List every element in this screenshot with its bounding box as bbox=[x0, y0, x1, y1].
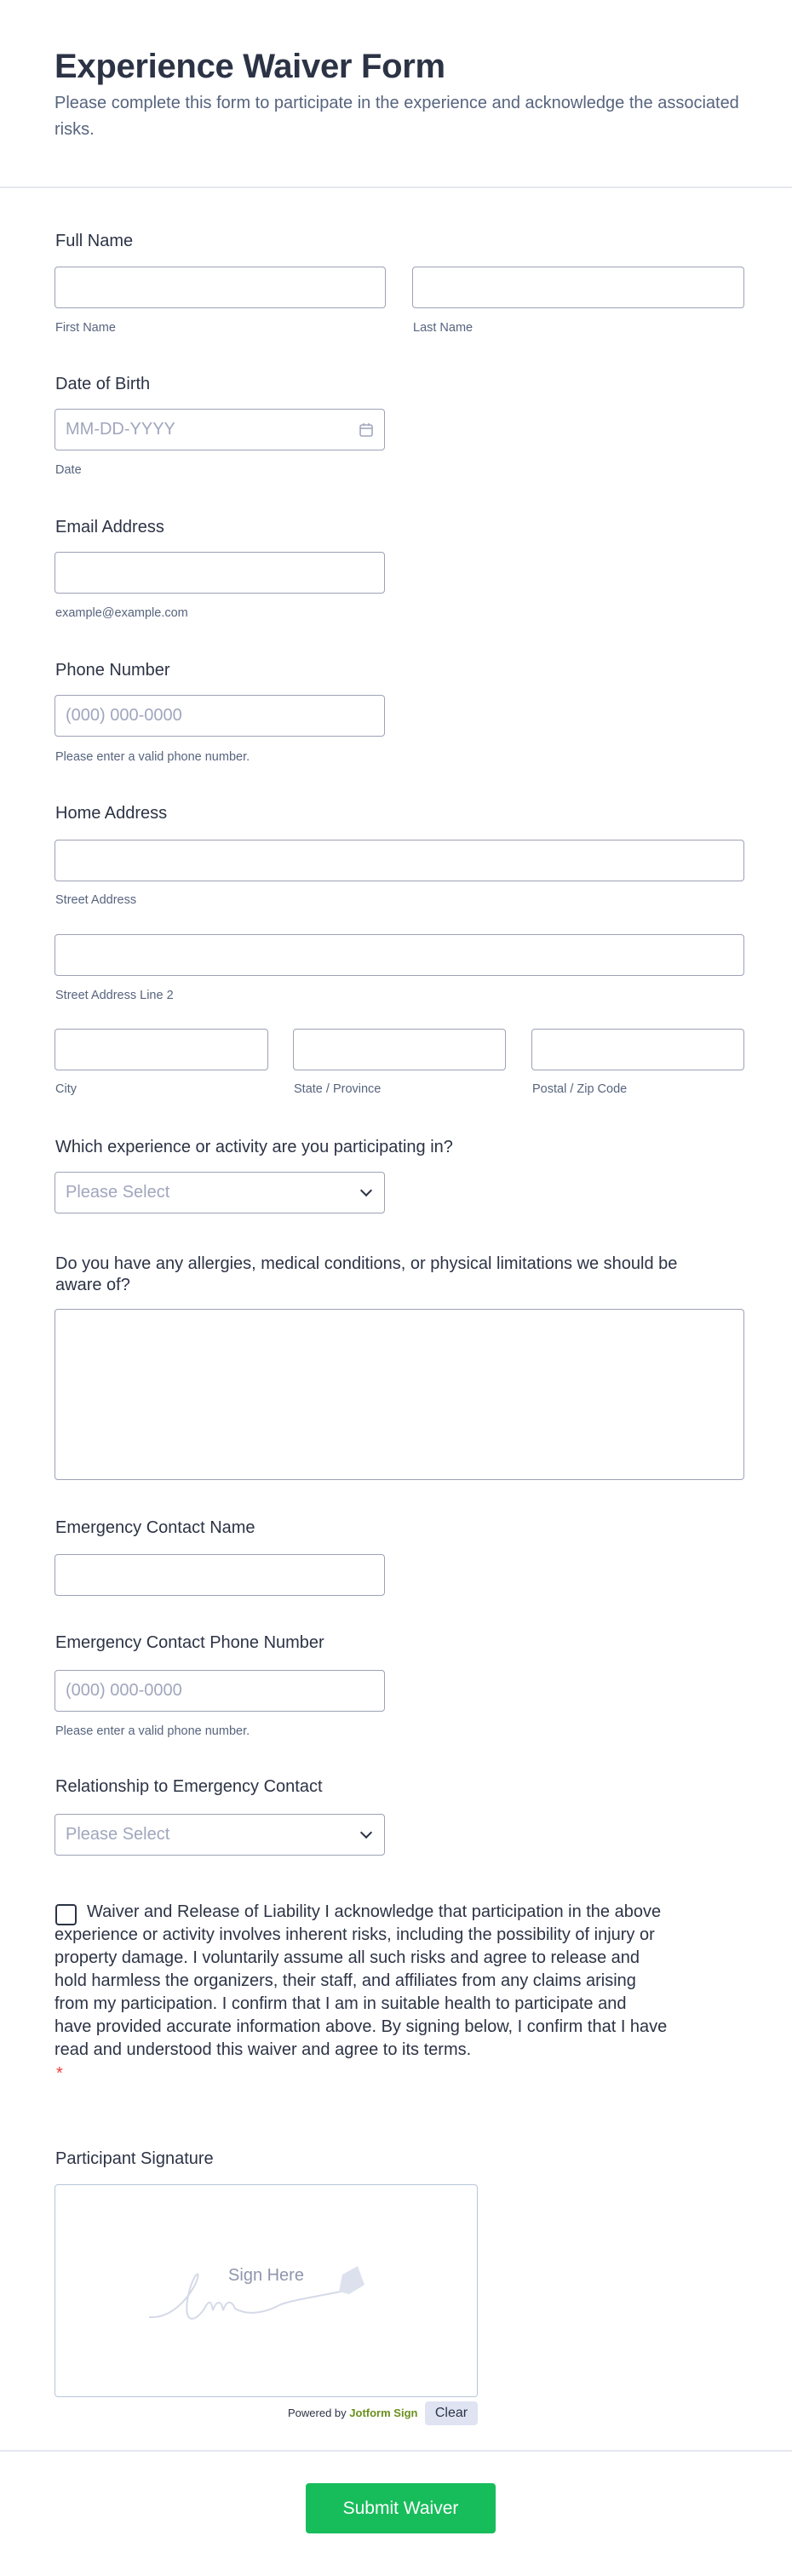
address-label: Home Address bbox=[55, 804, 168, 823]
waiver-text: Waiver and Release of Liability I acknowledge that participation in the above experience or activity involves inherent risks, including the possibility of injury or property damage. I voluntarily assume all such risks and agree to release and hold harmless the organizers, their staff, and affiliates from any claims arising from my participation. I confirm that I am in suitable health to participate and have provided accurate information above. By signing below, I confirm that I have read and understood this waiver and agree to its terms. bbox=[55, 1902, 668, 2059]
signature-pad[interactable] bbox=[55, 2184, 478, 2397]
phone-placeholder: (000) 000-0000 bbox=[66, 706, 182, 725]
phone-input[interactable] bbox=[55, 695, 385, 737]
relationship-value: Please Select bbox=[66, 1825, 170, 1844]
experience-select[interactable] bbox=[55, 1172, 385, 1213]
phone-label: Phone Number bbox=[55, 661, 170, 680]
calendar-icon[interactable] bbox=[359, 422, 374, 438]
first-name-input[interactable] bbox=[55, 267, 386, 308]
street-address-input[interactable] bbox=[55, 840, 744, 881]
allergies-textarea[interactable] bbox=[55, 1309, 744, 1480]
page-title: Experience Waiver Form bbox=[55, 48, 445, 85]
chevron-down-icon bbox=[360, 1184, 372, 1196]
ec-name-label: Emergency Contact Name bbox=[55, 1518, 255, 1537]
full-name-label: Full Name bbox=[55, 232, 134, 250]
phone-sublabel: Please enter a valid phone number. bbox=[55, 750, 250, 764]
street-address-2-sublabel: Street Address Line 2 bbox=[55, 989, 174, 1002]
ec-phone-label: Emergency Contact Phone Number bbox=[55, 1633, 324, 1652]
state-sublabel: State / Province bbox=[294, 1082, 382, 1096]
first-name-sublabel: First Name bbox=[55, 321, 116, 335]
footer-divider bbox=[0, 2450, 792, 2452]
powered-by-text bbox=[288, 2407, 417, 2419]
ec-phone-sublabel: Please enter a valid phone number. bbox=[55, 1724, 250, 1738]
relationship-select[interactable] bbox=[55, 1814, 385, 1856]
page-subtitle: Please complete this form to participate in the experience and acknowledge the associated risks. bbox=[55, 94, 739, 139]
powered-by-label: Powered by bbox=[288, 2407, 347, 2419]
city-input[interactable] bbox=[55, 1029, 268, 1070]
state-input[interactable] bbox=[293, 1029, 506, 1070]
clear-signature-button[interactable]: Clear bbox=[425, 2401, 478, 2425]
city-sublabel: City bbox=[55, 1082, 77, 1096]
street-address-2-input[interactable] bbox=[55, 934, 744, 976]
zip-sublabel: Postal / Zip Code bbox=[532, 1082, 628, 1096]
last-name-sublabel: Last Name bbox=[413, 321, 473, 335]
dob-placeholder: MM-DD-YYYY bbox=[66, 420, 175, 439]
email-sublabel: example@example.com bbox=[55, 606, 188, 620]
sign-here-placeholder: Sign Here bbox=[228, 2266, 304, 2285]
street-address-sublabel: Street Address bbox=[55, 893, 137, 907]
relationship-label: Relationship to Emergency Contact bbox=[55, 1777, 323, 1796]
allergies-label: Do you have any allergies, medical conditions, or physical limitations we should be aware of? bbox=[55, 1254, 678, 1294]
waiver-checkbox[interactable] bbox=[55, 1904, 77, 1925]
chevron-down-icon bbox=[360, 1826, 372, 1838]
experience-value: Please Select bbox=[66, 1183, 170, 1202]
dob-sublabel: Date bbox=[55, 463, 82, 477]
ec-phone-placeholder: (000) 000-0000 bbox=[66, 1681, 182, 1700]
submit-button[interactable]: Submit Waiver bbox=[306, 2483, 496, 2533]
signature-label: Participant Signature bbox=[55, 2149, 214, 2168]
ec-name-input[interactable] bbox=[55, 1554, 385, 1596]
ec-phone-input[interactable] bbox=[55, 1670, 385, 1712]
jotform-sign-brand: Jotform Sign bbox=[349, 2407, 418, 2419]
dob-input[interactable] bbox=[55, 409, 385, 450]
zip-input[interactable] bbox=[531, 1029, 744, 1070]
last-name-input[interactable] bbox=[412, 267, 744, 308]
required-asterisk: * bbox=[56, 2064, 63, 2083]
email-label: Email Address bbox=[55, 518, 164, 536]
dob-label: Date of Birth bbox=[55, 375, 151, 393]
header-divider bbox=[0, 186, 792, 188]
email-input[interactable] bbox=[55, 552, 385, 594]
experience-label: Which experience or activity are you participating in? bbox=[55, 1138, 453, 1156]
